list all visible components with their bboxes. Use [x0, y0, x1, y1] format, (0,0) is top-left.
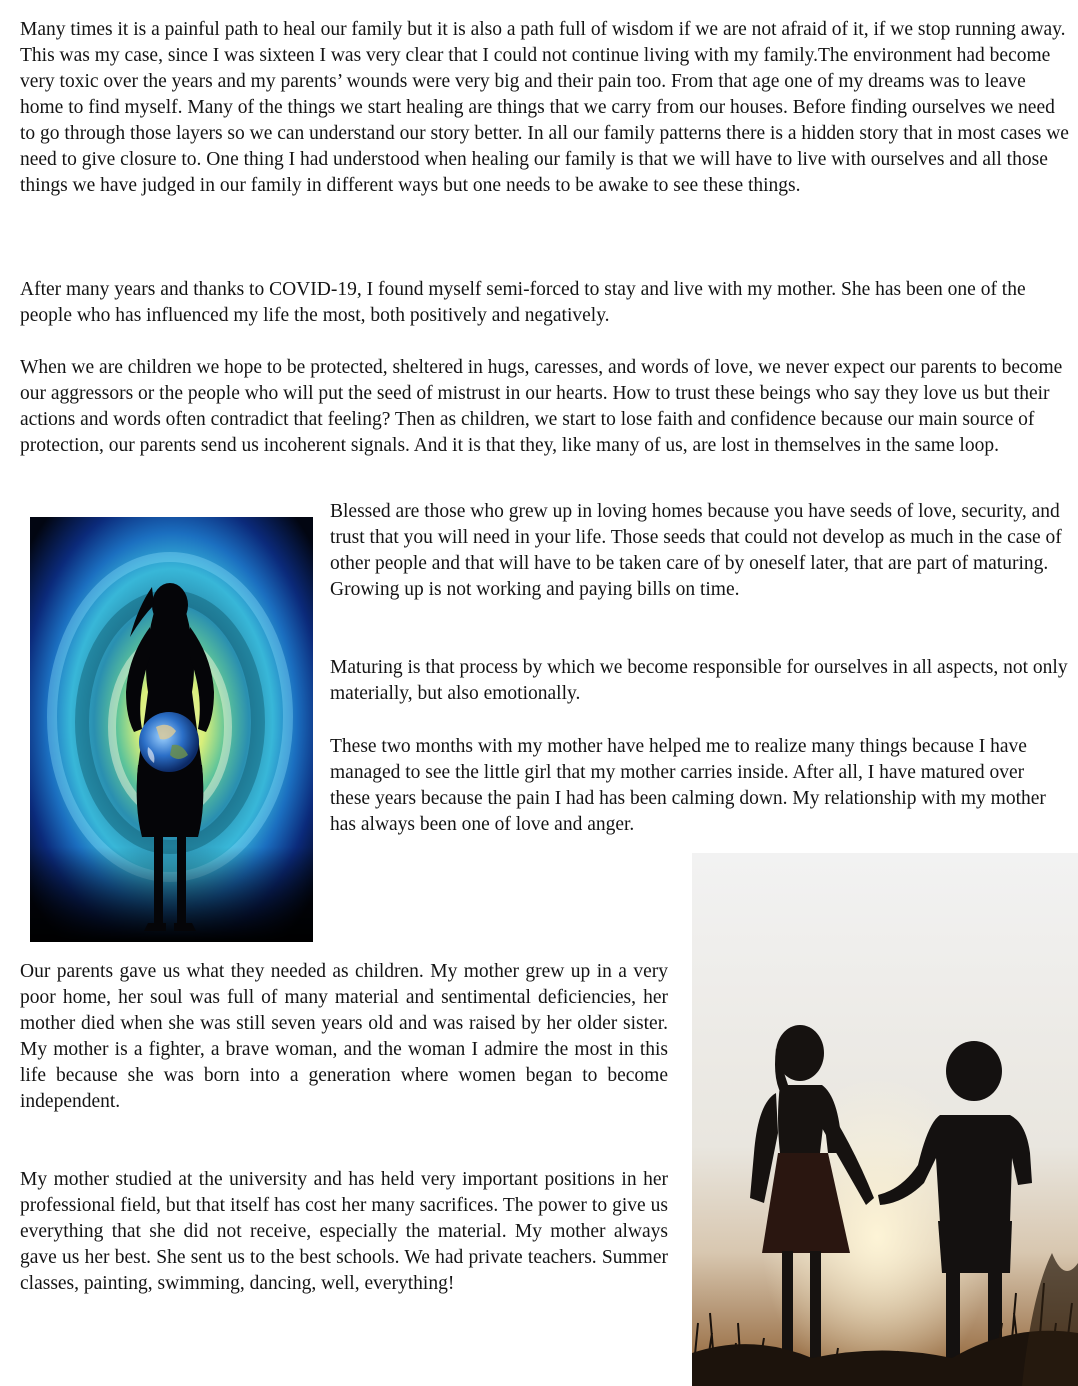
- paragraph-two-months: These two months with my mother have helped me to realize many things because I have managed to see the little girl that my mother carries inside. After all, I have matured over these years because the pain I had has been calming down. My relationship with my mother has always been one of love and anger.: [330, 736, 1046, 835]
- woman-silhouette-earth-image: [30, 517, 313, 942]
- paragraph-children: When we are children we hope to be protected, sheltered in hugs, caresses, and words of love, we never expect our parents to become our aggressors or the people who will put the seed of mistrust in our hearts. How to trust these beings who say they love us but their actions and words often contradict that feeling? Then as children, we start to lose faith and confidence because our main source of protection, our parents send us incoherent signals. And it is that they, like many of us, are lost in themselves in the same loop.: [20, 357, 1063, 456]
- paragraph-university: My mother studied at the university and has held very important positions in her professional field, but that itself has cost her many sacrifices. The power to give us everything that she did not receive, especially the material. My mother always gave us her best. She sent us to the best schools. We had private teachers. Summer classes, painting, swimming, dancing, well, everything!: [20, 1169, 668, 1294]
- children-holding-hands-image: [692, 853, 1078, 1386]
- paragraph-parents-gave: Our parents gave us what they needed as children. My mother grew up in a very poor home, her soul was full of many material and sentimental deficiencies, her mother died when she was still seven years old and was raised by her older sister. My mother is a fighter, a brave woman, and the woman I admire the most in this life because she was born into a generation where women began to become independent.: [20, 961, 668, 1112]
- paragraph-blessed: Blessed are those who grew up in loving homes because you have seeds of love, security, and trust that you will need in your life. Those seeds that could not develop as much in the case of other people and that will have to be taken care of by oneself later, that are part of maturing. Growing up is not working and paying bills on time.: [330, 501, 1062, 600]
- paragraph-maturing: Maturing is that process by which we become responsible for ourselves in all aspects, not only materially, but also emotionally.: [330, 657, 1068, 704]
- paragraph-covid: After many years and thanks to COVID-19, I found myself semi-forced to stay and live with my mother. She has been one of the people who has influenced my life the most, both positively and negatively.: [20, 279, 1026, 326]
- paragraph-healing-family: Many times it is a painful path to heal our family but it is also a path full of wisdom if we are not afraid of it, if we stop running away. This was my case, since I was sixteen I was very clear that I could not continue living with my family.The environment had become very toxic over the years and my parents’ wounds were very big and their pain too. From that age one of my dreams was to leave home to find myself. Many of the things we start healing are things that we carry from our houses. Before finding ourselves we need to go through those layers so we can understand our story better. In all our family patterns there is a hidden story that in most cases we need to give closure to. One thing I had understood when healing our family is that we will have to live with ourselves and all those things we have judged in our family in different ways but one needs to be awake to see these things.: [20, 19, 1069, 196]
